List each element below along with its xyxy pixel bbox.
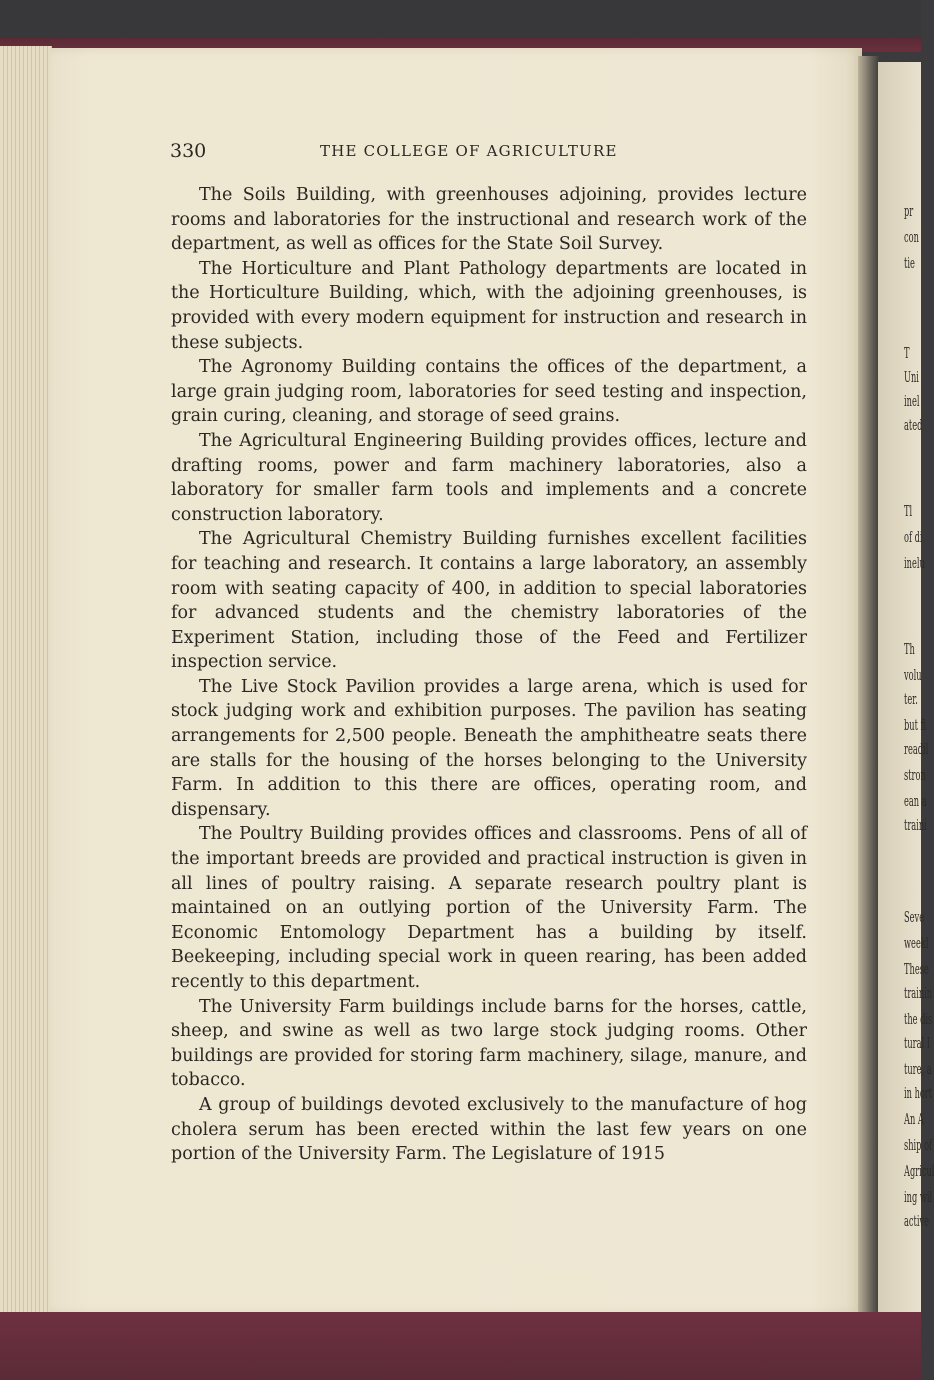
facing-page-fragment: ship of xyxy=(904,1136,933,1154)
paragraph-agricultural-engineering: The Agricultural Engineering Building provides offices, lecture and drafting rooms, power and farm machinery laboratories, also a laboratory for smaller farm tools and implements and a concrete construction laboratory. xyxy=(171,430,807,525)
facing-page-fragment: inel xyxy=(904,392,920,410)
facing-page-fragment: T xyxy=(904,344,910,362)
facing-page-fragment: volu xyxy=(904,666,922,684)
page-header xyxy=(170,140,810,166)
book-cover-bottom-edge xyxy=(0,1312,921,1380)
running-title: THE COLLEGE OF AGRICULTURE xyxy=(320,142,618,160)
paragraph-agronomy: The Agronomy Building contains the offices of the department, a large grain judging room, laboratories for seed testing and inspection, grain curing, cleaning, and storage of seed grains. xyxy=(171,357,807,427)
paragraph-university-farm: The University Farm buildings include barns for the horses, cattle, sheep, and swine as well as two large stock judging rooms. Other buildings are provided for storing farm machinery, silage, manure, and tobacco. xyxy=(171,996,807,1091)
facing-page-sliver xyxy=(878,62,934,1314)
facing-page-fragment: but fi xyxy=(904,716,927,734)
facing-page-fragment: Th xyxy=(904,640,915,658)
facing-page-fragment: con xyxy=(904,228,919,246)
paragraph-agricultural-chemistry: The Agricultural Chemistry Building furnishes excellent facilities for teaching and research. It contains a large laboratory, an assembly room with seating capacity of 400, in addition to special laboratories for advanced students and the chemistry laboratories of the Experiment Station, including those of the Feed and Fertilizer inspection service. xyxy=(171,529,807,673)
facing-page-fragment: Seve xyxy=(904,908,925,926)
facing-page-fragment: ing wil xyxy=(904,1188,933,1206)
facing-page-fragment: ter. xyxy=(904,690,918,708)
facing-page-fragment: Tl xyxy=(904,502,913,520)
body-text xyxy=(171,183,807,1167)
facing-page-fragment: tie xyxy=(904,254,915,272)
facing-page-fragment: stron xyxy=(904,766,926,784)
facing-page-fragment: These xyxy=(904,960,929,978)
facing-page-fragment: tural I xyxy=(904,1034,931,1052)
facing-page-fragment: in hort xyxy=(904,1084,933,1102)
facing-page-fragment: Uni xyxy=(904,368,919,386)
paragraph-soils-building: The Soils Building, with greenhouses adjoining, provides lecture rooms and laboratories for the instructional and research work of the department, as well as offices for the State Soil Survey. xyxy=(171,185,807,255)
facing-page-fragment: of di xyxy=(904,528,923,546)
facing-page-fragment: active xyxy=(904,1212,930,1230)
facing-page-fragment: readil xyxy=(904,740,929,758)
facing-page-fragment: trainin xyxy=(904,984,933,1002)
facing-page-fragment: traini xyxy=(904,816,927,834)
facing-page-fragment: weekl xyxy=(904,934,929,952)
facing-page-fragment: ture, a xyxy=(904,1060,932,1078)
paragraph-horticulture: The Horticulture and Plant Pathology departments are located in the Horticulture Building, which, with the adjoining greenhouses, is provided with every modern equipment for instruction and research in these subjects. xyxy=(171,258,807,353)
page-number: 330 xyxy=(170,140,207,162)
facing-page-fragment: Agricul xyxy=(904,1162,934,1180)
page-stack-edge xyxy=(0,46,52,1318)
paragraph-poultry-building: The Poultry Building provides offices and classrooms. Pens of all of the important breeds are provided and practical instruction is given in all lines of poultry raising. A separate research poultry plant is maintained on an outlying portion of the University Farm. The Economic Entomology Department has a building by itself. Beekeeping, including special work in queen rearing, has been added recently to this department. xyxy=(171,824,807,992)
facing-page-fragment: ean a xyxy=(904,792,927,810)
facing-page-fragment: inelu xyxy=(904,554,925,572)
facing-page-fragment: pr xyxy=(904,202,914,220)
facing-page-fragment: ated xyxy=(904,416,923,434)
paragraph-hog-cholera-serum: A group of buildings devoted exclusively to the manufacture of hog cholera serum has been erected within the last few years on one portion of the University Farm. The Legislature of 1915 xyxy=(171,1094,807,1165)
paragraph-live-stock-pavilion: The Live Stock Pavilion provides a large arena, which is used for stock judging work and exhibition purposes. The pavilion has seating arrangements for 2,500 people. Beneath the amphitheatre seats there are stalls for the housing of the horses belonging to the University Farm. In addition to this there are offices, operating room, and dispensary. xyxy=(171,676,807,820)
facing-page-fragment: the dis xyxy=(904,1010,933,1028)
facing-page-fragment: An A xyxy=(904,1110,924,1128)
book-gutter xyxy=(858,56,880,1318)
